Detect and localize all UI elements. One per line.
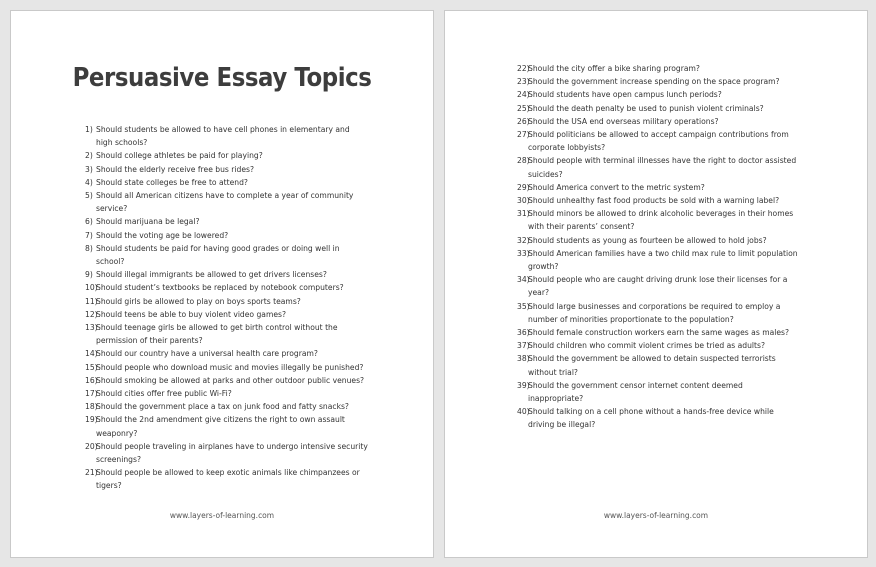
topic-text: Should the 2nd amendment give citizens the right to own assault — [96, 415, 345, 425]
topic-text-continued: growth? — [528, 262, 559, 272]
topic-text-continued: driving be illegal? — [528, 420, 596, 430]
topic-text: Should teens be able to buy violent video games? — [96, 309, 287, 319]
topic-item — [517, 102, 817, 115]
topic-text: Should smoking be allowed at parks and other outdoor public venues? — [96, 375, 365, 385]
topic-text-continued: number of minorities proportionate to the population? — [528, 314, 734, 324]
topic-number: 14) — [85, 349, 98, 359]
topic-number: 23) — [517, 77, 530, 87]
topic-item — [85, 281, 385, 294]
topic-item — [517, 405, 817, 431]
topic-item — [517, 234, 817, 247]
topic-item — [85, 176, 385, 189]
topic-number: 36) — [517, 328, 530, 338]
topic-item — [85, 123, 385, 149]
topic-text: Should the government increase spending on the space program? — [528, 77, 780, 87]
topic-text: Should female construction workers earn the same wages as males? — [528, 328, 790, 338]
topic-text: Should American families have a two child max rule to limit population — [528, 248, 798, 258]
topic-text-continued: tigers? — [96, 481, 122, 491]
topic-text: Should cities offer free public Wi-Fi? — [96, 389, 232, 399]
topic-list-left — [85, 123, 385, 493]
topic-item — [85, 308, 385, 321]
topic-item — [85, 215, 385, 228]
topic-number: 19) — [85, 415, 98, 425]
topic-text: Should our country have a universal health care program? — [96, 349, 318, 359]
topic-item — [85, 295, 385, 308]
topic-item — [517, 326, 817, 339]
topic-item — [85, 374, 385, 387]
topic-text: Should unhealthy fast food products be sold with a warning label? — [528, 196, 780, 206]
topic-text-continued: permission of their parents? — [96, 336, 203, 346]
topic-text: Should students be paid for having good grades or doing well in — [96, 243, 340, 253]
topic-item — [517, 115, 817, 128]
topic-number: 20) — [85, 441, 98, 451]
topic-text: Should the government censor internet content deemed — [528, 380, 743, 390]
topic-text: Should talking on a cell phone without a hands-free device while — [528, 407, 774, 417]
topic-item — [85, 268, 385, 281]
topic-item — [517, 379, 817, 405]
topic-number: 24) — [517, 90, 530, 100]
topic-number: 4) — [85, 177, 93, 187]
topic-number: 2) — [85, 151, 93, 161]
topic-text: Should all American citizens have to complete a year of community — [96, 191, 354, 201]
topic-number: 37) — [517, 341, 530, 351]
topic-item — [517, 247, 817, 273]
topic-item — [517, 300, 817, 326]
topic-text-continued: service? — [96, 204, 128, 214]
topic-text: Should students be allowed to have cell phones in elementary and — [96, 125, 350, 134]
topic-text: Should marijuana be legal? — [96, 217, 200, 227]
topic-number: 21) — [85, 468, 98, 478]
topic-text: Should people who download music and movies illegally be punished? — [96, 362, 364, 372]
topic-item — [517, 273, 817, 299]
topic-item — [85, 387, 385, 400]
topic-text: Should the government be allowed to detain suspected terrorists — [528, 354, 776, 364]
topic-item — [85, 466, 385, 492]
topic-number: 31) — [517, 209, 530, 219]
topic-number: 12) — [85, 309, 98, 319]
topic-number: 9) — [85, 270, 93, 280]
topic-text-continued: without trial? — [528, 367, 578, 377]
topic-number: 28) — [517, 156, 530, 166]
topic-number: 32) — [517, 235, 530, 245]
page-title: Persuasive Essay Topics — [72, 63, 372, 93]
topic-number: 22) — [517, 64, 530, 73]
topic-item — [517, 181, 817, 194]
topic-text-continued: school? — [96, 257, 125, 267]
topic-text: Should students as young as fourteen be allowed to hold jobs? — [528, 235, 767, 245]
topic-item — [85, 229, 385, 242]
topic-number: 8) — [85, 243, 93, 253]
topic-item — [85, 400, 385, 413]
topic-text-continued: suicides? — [528, 169, 563, 179]
topic-number: 39) — [517, 380, 530, 390]
topic-item — [517, 352, 817, 378]
topic-text-continued: year? — [528, 288, 549, 298]
topic-text: Should the voting age be lowered? — [96, 230, 229, 240]
topic-number: 33) — [517, 248, 530, 258]
topic-text: Should children who commit violent crimes be tried as adults? — [528, 341, 766, 351]
topic-number: 6) — [85, 217, 93, 227]
topic-item — [517, 88, 817, 101]
topic-item — [517, 62, 817, 75]
topic-text: Should people who are caught driving drunk lose their licenses for a — [528, 275, 788, 285]
topic-item — [517, 128, 817, 154]
topic-number: 30) — [517, 196, 530, 206]
topic-number: 18) — [85, 402, 98, 412]
topic-number: 15) — [85, 362, 98, 372]
topic-item — [517, 75, 817, 88]
topic-number: 34) — [517, 275, 530, 285]
topic-number: 17) — [85, 389, 98, 399]
topic-item — [85, 149, 385, 162]
topic-text: Should the death penalty be used to punish violent criminals? — [528, 103, 764, 113]
topic-number: 16) — [85, 375, 98, 385]
topic-item — [517, 207, 817, 233]
topic-item — [517, 194, 817, 207]
topic-text: Should state colleges be free to attend? — [96, 177, 248, 187]
topic-number: 3) — [85, 164, 93, 174]
topic-text: Should politicians be allowed to accept campaign contributions from — [528, 130, 789, 140]
topic-text: Should the city offer a bike sharing program? — [528, 64, 700, 73]
topic-text-continued: screenings? — [96, 455, 141, 465]
topic-text: Should the USA end overseas military operations? — [528, 116, 719, 126]
topic-number: 27) — [517, 130, 530, 140]
topic-number: 38) — [517, 354, 530, 364]
topic-text-continued: with their parents’ consent? — [528, 222, 635, 232]
topic-number: 5) — [85, 191, 93, 201]
topic-text-continued: weaponry? — [96, 428, 138, 438]
topic-text: Should people with terminal illnesses have the right to doctor assisted — [528, 156, 797, 166]
topic-number: 13) — [85, 323, 98, 333]
topic-number: 29) — [517, 182, 530, 192]
topic-text: Should the elderly receive free bus rides? — [96, 164, 254, 174]
topic-item — [85, 321, 385, 347]
page-1 — [10, 10, 434, 558]
topic-text: Should illegal immigrants be allowed to get drivers licenses? — [96, 270, 327, 280]
topic-text-continued: high schools? — [96, 138, 148, 148]
topic-list-right — [517, 62, 817, 432]
footer-website: www.layers-of-learning.com — [603, 511, 709, 520]
topic-text: Should girls be allowed to play on boys sports teams? — [96, 296, 301, 306]
topic-number: 26) — [517, 116, 530, 126]
topic-number: 25) — [517, 103, 530, 113]
topic-text: Should student’s textbooks be replaced by notebook computers? — [96, 283, 344, 293]
topic-text: Should college athletes be paid for playing? — [96, 151, 263, 161]
topic-text-continued: inappropriate? — [528, 394, 584, 404]
topic-number: 11) — [85, 296, 98, 306]
topic-text: Should minors be allowed to drink alcoholic beverages in their homes — [528, 209, 794, 219]
topic-text: Should the government place a tax on junk food and fatty snacks? — [96, 402, 349, 412]
topic-number: 10) — [85, 283, 98, 293]
topic-text: Should teenage girls be allowed to get birth control without the — [96, 323, 338, 333]
topic-item — [85, 163, 385, 176]
topic-item — [517, 154, 817, 180]
topic-text: Should people traveling in airplanes have to undergo intensive security — [96, 441, 368, 451]
topic-text-continued: corporate lobbyists? — [528, 143, 606, 153]
topic-text: Should large businesses and corporations be required to employ a — [528, 301, 781, 311]
topic-item — [85, 413, 385, 439]
topic-number: 1) — [85, 125, 93, 134]
topic-item — [85, 242, 385, 268]
footer-website: www.layers-of-learning.com — [169, 511, 275, 520]
page-2 — [444, 10, 868, 558]
topic-number: 40) — [517, 407, 530, 417]
topic-item — [85, 361, 385, 374]
topic-item — [85, 440, 385, 466]
topic-item — [517, 339, 817, 352]
topic-text: Should America convert to the metric system? — [528, 182, 705, 192]
topic-item — [85, 189, 385, 215]
topic-number: 7) — [85, 230, 93, 240]
topic-number: 35) — [517, 301, 530, 311]
topic-text: Should students have open campus lunch periods? — [528, 90, 722, 100]
topic-item — [85, 347, 385, 360]
topic-text: Should people be allowed to keep exotic animals like chimpanzees or — [96, 468, 360, 478]
